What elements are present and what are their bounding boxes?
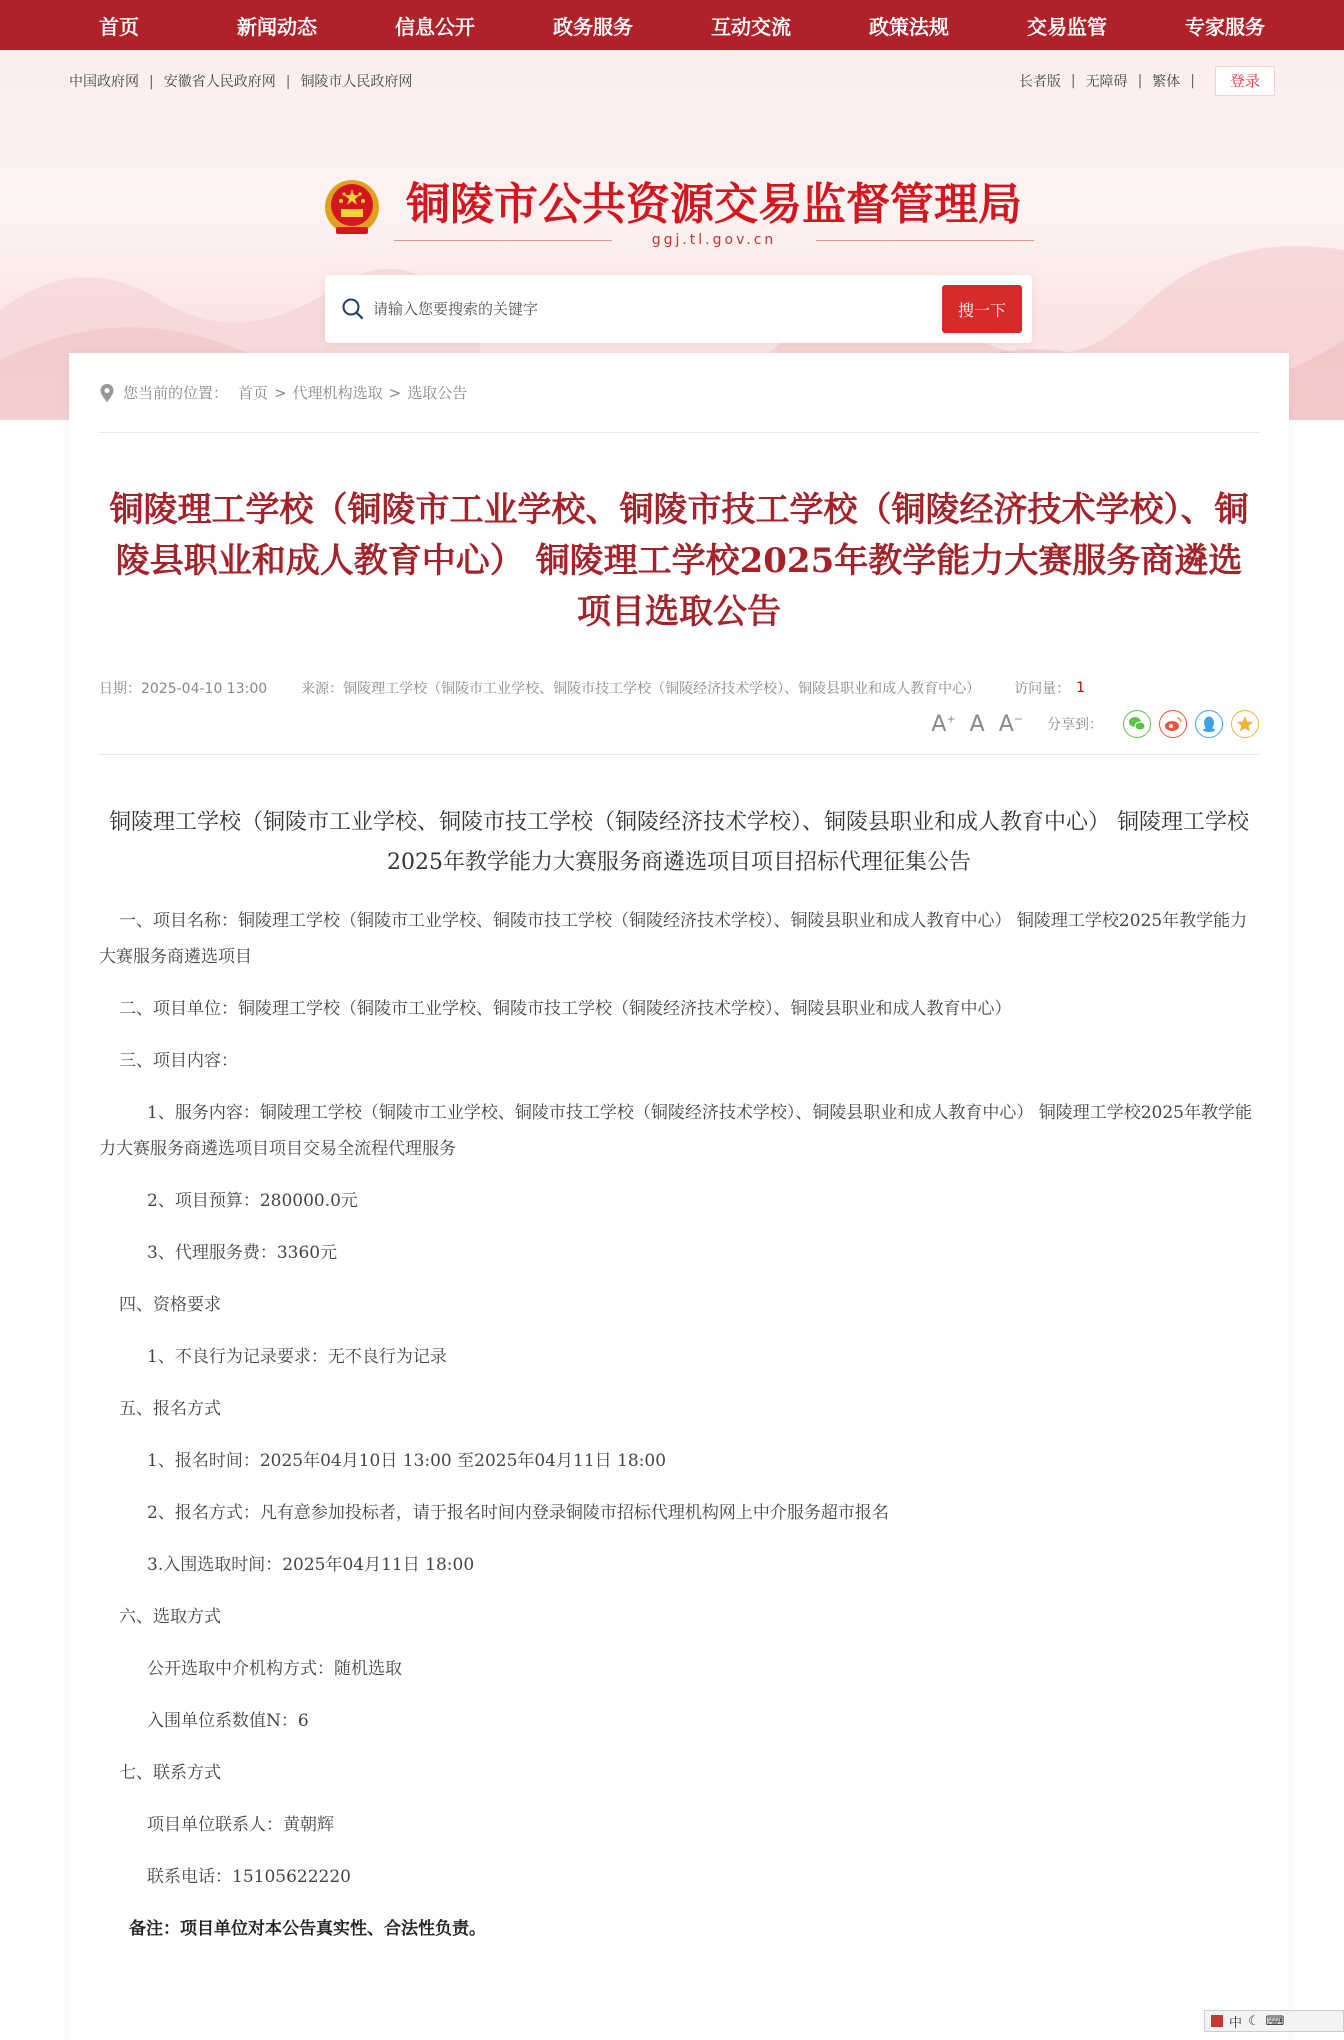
separator: | xyxy=(285,74,291,90)
site-title: 铜陵市公共资源交易监督管理局 xyxy=(406,179,1022,230)
moon-icon: ☾ xyxy=(1248,2013,1260,2029)
section-heading: 四、资格要求 xyxy=(119,1295,221,1315)
breadcrumb-prefix: 您当前的位置： xyxy=(123,384,229,402)
visits-label: 访问量： xyxy=(1014,681,1071,697)
article-content xyxy=(99,803,1259,1947)
nav-gov-service[interactable]: 政务服务 xyxy=(553,14,633,39)
article-title: 铜陵理工学校（铜陵市工业学校、铜陵市技工学校（铜陵经济技术学校）、铜陵县职业和成人教育中心） 铜陵理工学校2025年教学能力大赛服务商遴选项目选取公告 xyxy=(109,490,1249,632)
breadcrumb-separator: > xyxy=(274,383,287,402)
project-unit-paragraph: 二、项目单位：铜陵理工学校（铜陵市工业学校、铜陵市技工学校（铜陵经济技术学校）、铜陵县职业和成人教育中心） xyxy=(119,999,1012,1019)
ime-logo-icon xyxy=(1211,2015,1223,2027)
nav-policy[interactable]: 政策法规 xyxy=(869,14,949,39)
breadcrumb-selection-notice[interactable]: 选取公告 xyxy=(407,384,468,402)
budget-paragraph: 2、项目预算：280000.0元 xyxy=(147,1191,358,1211)
selection-method-paragraph: 公开选取中介机构方式：随机选取 xyxy=(147,1659,402,1679)
search-icon xyxy=(341,297,365,321)
wechat-share-icon[interactable] xyxy=(1123,710,1151,738)
breadcrumb-home[interactable]: 首页 xyxy=(238,384,269,402)
weibo-share-icon[interactable] xyxy=(1159,710,1187,738)
nav-interaction[interactable]: 互动交流 xyxy=(711,14,791,39)
nav-trade-supervision[interactable]: 交易监管 xyxy=(1027,14,1107,39)
agency-fee-paragraph: 3、代理服务费：3360元 xyxy=(147,1243,338,1263)
service-content-paragraph: 1、服务内容：铜陵理工学校（铜陵市工业学校、铜陵市技工学校（铜陵经济技术学校）、铜陵县职业和成人教育中心） 铜陵理工学校2025年教学能力大赛服务商遴选项目项目交易全流程代理服务 xyxy=(99,1103,1252,1159)
section-heading: 三、项目内容： xyxy=(119,1051,238,1071)
login-button[interactable]: 登录 xyxy=(1215,66,1275,96)
gov-links xyxy=(69,71,412,91)
section-heading: 七、联系方式 xyxy=(119,1763,221,1783)
article-source: 来源：铜陵理工学校（铜陵市工业学校、铜陵市技工学校（铜陵经济技术学校）、铜陵县职业和成人教育中心） xyxy=(301,681,981,697)
site-tools xyxy=(1019,66,1275,96)
font-reset-button[interactable]: A xyxy=(969,711,985,737)
location-pin-icon xyxy=(99,383,115,403)
search-bar xyxy=(325,275,1032,343)
nav-home[interactable]: 首页 xyxy=(99,14,139,39)
keyboard-icon: ⌨ xyxy=(1265,2013,1285,2029)
search-button[interactable]: 搜一下 xyxy=(942,285,1022,333)
registration-time-paragraph: 1、报名时间：2025年04月10日 13:00 至2025年04月11日 18:00 xyxy=(147,1451,667,1471)
nav-news[interactable]: 新闻动态 xyxy=(237,14,317,39)
share-label: 分享到： xyxy=(1047,717,1103,733)
elder-mode-link[interactable]: 长者版 xyxy=(1018,74,1061,90)
content-title: 铜陵理工学校（铜陵市工业学校、铜陵市技工学校（铜陵经济技术学校）、铜陵县职业和成人教育中心） 铜陵理工学校2025年教学能力大赛服务商遴选项目项目招标代理征集公告 xyxy=(109,810,1249,875)
section-heading: 六、选取方式 xyxy=(119,1607,221,1627)
search-input[interactable] xyxy=(373,300,942,318)
top-nav xyxy=(0,0,1344,50)
font-decrease-button[interactable]: A− xyxy=(998,711,1023,737)
publish-date: 日期：2025-04-10 13:00 xyxy=(99,681,268,697)
section-heading: 五、报名方式 xyxy=(119,1399,221,1419)
qzone-share-icon[interactable] xyxy=(1231,710,1259,738)
contact-phone-paragraph: 联系电话：15105622220 xyxy=(147,1867,351,1887)
breadcrumb-separator: > xyxy=(388,383,402,402)
site-brand[interactable] xyxy=(322,168,1034,248)
qualification-paragraph: 1、不良行为记录要求：无不良行为记录 xyxy=(147,1347,447,1367)
accessibility-link[interactable]: 无障碍 xyxy=(1085,74,1128,90)
registration-method-paragraph: 2、报名方式：凡有意参加投标者，请于报名时间内登录铜陵市招标代理机构网上中介服务超市报名 xyxy=(147,1503,889,1523)
selection-time-paragraph: 3.入围选取时间：2025年04月11日 18:00 xyxy=(147,1555,475,1575)
visits-count: 1 xyxy=(1076,680,1086,696)
separator: | xyxy=(1070,73,1076,89)
separator: | xyxy=(149,74,154,90)
utility-bar xyxy=(69,66,1275,96)
project-name-paragraph: 一、项目名称：铜陵理工学校（铜陵市工业学校、铜陵市技工学校（铜陵经济技术学校）、铜陵县职业和成人教育中心） 铜陵理工学校2025年教学能力大赛服务商遴选项目 xyxy=(99,911,1248,967)
coefficient-paragraph: 入围单位系数值N：6 xyxy=(147,1711,309,1731)
qq-share-icon[interactable] xyxy=(1195,710,1223,738)
link-anhui-gov[interactable]: 安徽省人民政府网 xyxy=(163,74,276,90)
separator: | xyxy=(1190,73,1195,89)
separator: | xyxy=(1137,73,1143,89)
font-increase-button[interactable]: A+ xyxy=(931,711,956,737)
nav-expert-service[interactable]: 专家服务 xyxy=(1185,14,1265,39)
traditional-chinese-link[interactable]: 繁体 xyxy=(1152,74,1181,90)
ime-language-label: 中 xyxy=(1229,2015,1243,2031)
link-china-gov[interactable]: 中国政府网 xyxy=(69,74,139,90)
breadcrumb-agency-selection[interactable]: 代理机构选取 xyxy=(292,384,383,402)
link-tongling-gov[interactable]: 铜陵市人民政府网 xyxy=(300,74,413,90)
article-tools xyxy=(99,710,1259,755)
nav-info-disclosure[interactable]: 信息公开 xyxy=(395,14,475,39)
article-meta xyxy=(99,678,1259,698)
disclaimer-note: 备注：项目单位对本公告真实性、合法性负责。 xyxy=(129,1919,486,1939)
breadcrumb xyxy=(99,353,1259,433)
contact-person-paragraph: 项目单位联系人：黄朝辉 xyxy=(147,1815,334,1835)
site-domain: ggj.tl.gov.cn xyxy=(651,232,777,248)
article-card xyxy=(69,353,1289,2040)
national-emblem-icon xyxy=(322,177,382,239)
ime-toolbar[interactable] xyxy=(1204,2010,1344,2032)
